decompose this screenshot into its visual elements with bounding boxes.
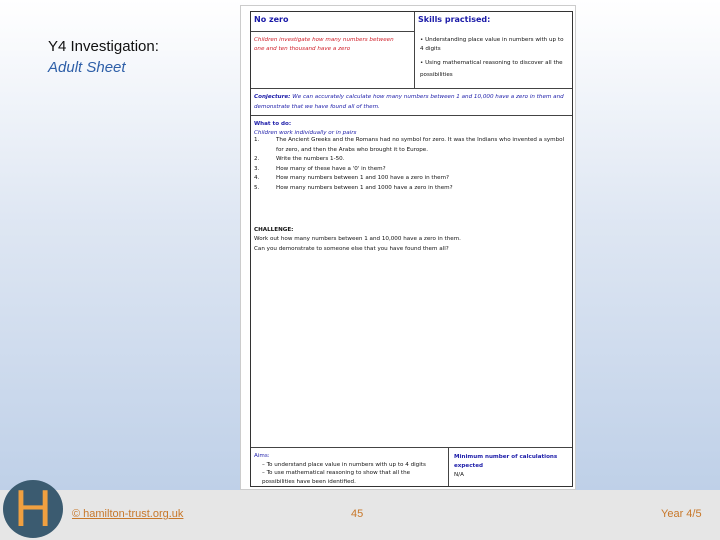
- min-calculations-heading: Minimum number of calculations expected: [454, 454, 558, 469]
- page-number: 45: [351, 508, 364, 520]
- sheet-table: [250, 11, 573, 487]
- activity-name: No zero: [251, 12, 414, 32]
- step-item: 5. How many numbers between 1 and 1000 have a zero in them?: [254, 184, 453, 191]
- header-row: [251, 12, 572, 89]
- title-text: Y4 Investigation:: [48, 38, 159, 55]
- year-label: Year 4/5: [661, 508, 702, 520]
- skill-item: • Understanding place value in numbers with up to 4 digits: [420, 37, 564, 52]
- aim-item: – To understand place value in numbers with up to 4 digits: [262, 461, 426, 468]
- what-to-do-heading: What to do:: [254, 121, 292, 127]
- activity-description: Children investigate how many numbers between one and ten thousand have a zero: [254, 37, 394, 52]
- conjecture-text: We can accurately calculate how many numbers between 1 and 10,000 have a zero in them and demonstrate that we have found all of them.: [254, 94, 564, 110]
- hamilton-logo: H: [3, 480, 63, 538]
- aims-heading: Aims:: [254, 453, 270, 459]
- skill-item: • Using mathematical reasoning to discover all the possibilities: [420, 60, 563, 78]
- step-item: 4. How many numbers between 1 and 100 have a zero in them?: [254, 175, 450, 181]
- challenge-line: Work out how many numbers between 1 and 10,000 have a zero in them.: [254, 236, 461, 242]
- slide-title: [48, 36, 159, 78]
- hamilton-trust-link[interactable]: © hamilton-trust.org.uk: [72, 508, 184, 520]
- what-to-do-note: Children work individually or in pairs: [254, 130, 357, 136]
- challenge-heading: CHALLENGE:: [254, 227, 294, 233]
- adult-sheet-document: [240, 5, 576, 490]
- step-item: 3. How many of these have a '0' in them?: [254, 165, 386, 172]
- steps-list: [254, 136, 568, 193]
- step-item: 1. The Ancient Greeks and the Romans had no symbol for zero. It was the Indians who invented a symbol for zero, and then the Arabs who brought it to Europe.: [254, 137, 565, 153]
- conjecture-row: [251, 89, 572, 116]
- conjecture-label: Conjecture:: [254, 94, 291, 100]
- subtitle-text: Adult Sheet: [48, 59, 126, 76]
- challenge-line: Can you demonstrate to someone else that you have found them all?: [254, 246, 449, 252]
- skills-heading: Skills practised:: [418, 15, 491, 24]
- min-calculations-value: N/A: [454, 472, 464, 478]
- aim-item: – To use mathematical reasoning to show that all the possibilities have been identified.: [262, 470, 411, 485]
- step-item: 2. Write the numbers 1-50.: [254, 156, 345, 162]
